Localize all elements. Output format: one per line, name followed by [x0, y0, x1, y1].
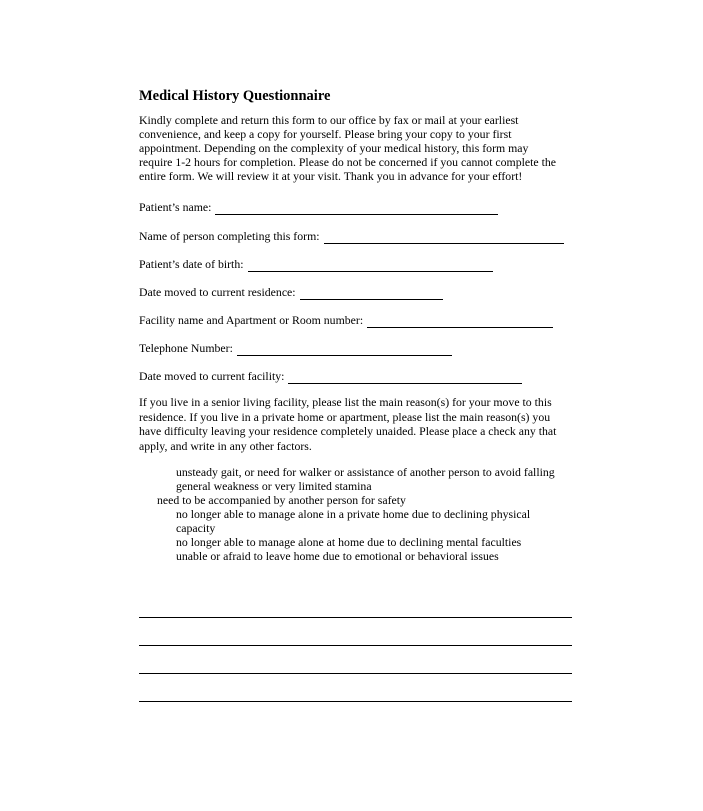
person-completing-blank[interactable]	[324, 232, 564, 244]
reason-paragraph	[139, 395, 556, 453]
checklist-item-physical[interactable]: no longer able to manage alone in a private home due to declining physical	[176, 507, 531, 521]
intro-line: entire form. We will review it at your visit. Thank you in advance for your effort!	[139, 169, 523, 183]
write-in-line-3[interactable]	[139, 673, 572, 674]
intro-paragraph	[139, 113, 579, 183]
date-moved-residence-blank[interactable]	[300, 288, 443, 300]
date-moved-facility-field	[139, 369, 522, 384]
write-in-line-4[interactable]	[139, 701, 572, 702]
patient-name-blank[interactable]	[215, 203, 498, 215]
checklist-item-physical-continued: capacity	[176, 521, 216, 535]
telephone-blank[interactable]	[237, 344, 452, 356]
date-moved-residence-field	[139, 285, 443, 300]
intro-line: appointment. Depending on the complexity of your medical history, this form may	[139, 141, 529, 155]
date-of-birth-label: Patient’s date of birth:	[139, 257, 244, 271]
telephone-label: Telephone Number:	[139, 341, 233, 355]
person-completing-field	[139, 229, 564, 244]
reason-line: If you live in a senior living facility, please list the main reason(s) for your move to this	[139, 395, 552, 409]
checklist-item-gait[interactable]: unsteady gait, or need for walker or assistance of another person to avoid falling	[176, 465, 555, 479]
checklist-item-accompanied[interactable]: need to be accompanied by another person for safety	[157, 493, 406, 507]
date-moved-facility-label: Date moved to current facility:	[139, 369, 285, 383]
write-in-line-1[interactable]	[139, 617, 572, 618]
intro-line: require 1-2 hours for completion. Please do not be concerned if you cannot complete the	[139, 155, 557, 169]
date-of-birth-field	[139, 257, 493, 272]
intro-line: convenience, and keep a copy for yourself. Please bring your copy to your first	[139, 127, 512, 141]
date-moved-residence-label: Date moved to current residence:	[139, 285, 296, 299]
form-title: Medical History Questionnaire	[139, 88, 331, 104]
facility-name-label: Facility name and Apartment or Room number:	[139, 313, 364, 327]
write-in-line-2[interactable]	[139, 645, 572, 646]
patient-name-field	[139, 200, 498, 215]
checklist-item-weakness[interactable]: general weakness or very limited stamina	[176, 479, 372, 493]
checklist-item-mental[interactable]: no longer able to manage alone at home due to declining mental faculties	[176, 535, 522, 549]
facility-name-blank[interactable]	[367, 316, 553, 328]
patient-name-label: Patient’s name:	[139, 200, 212, 214]
checklist-item-emotional[interactable]: unable or afraid to leave home due to emotional or behavioral issues	[176, 549, 499, 563]
reason-line: apply, and write in any other factors.	[139, 438, 312, 453]
date-moved-facility-blank[interactable]	[288, 372, 522, 384]
date-of-birth-blank[interactable]	[248, 260, 493, 272]
person-completing-label: Name of person completing this form:	[139, 229, 320, 243]
facility-name-field	[139, 313, 553, 328]
reason-line: residence. If you live in a private home or apartment, please list the main reason(s) you	[139, 409, 551, 424]
reason-line: have difficulty leaving your residence completely unaided. Please place a check any that	[139, 424, 557, 438]
intro-line: Kindly complete and return this form to our office by fax or mail at your earliest	[139, 113, 519, 127]
telephone-field	[139, 341, 452, 356]
